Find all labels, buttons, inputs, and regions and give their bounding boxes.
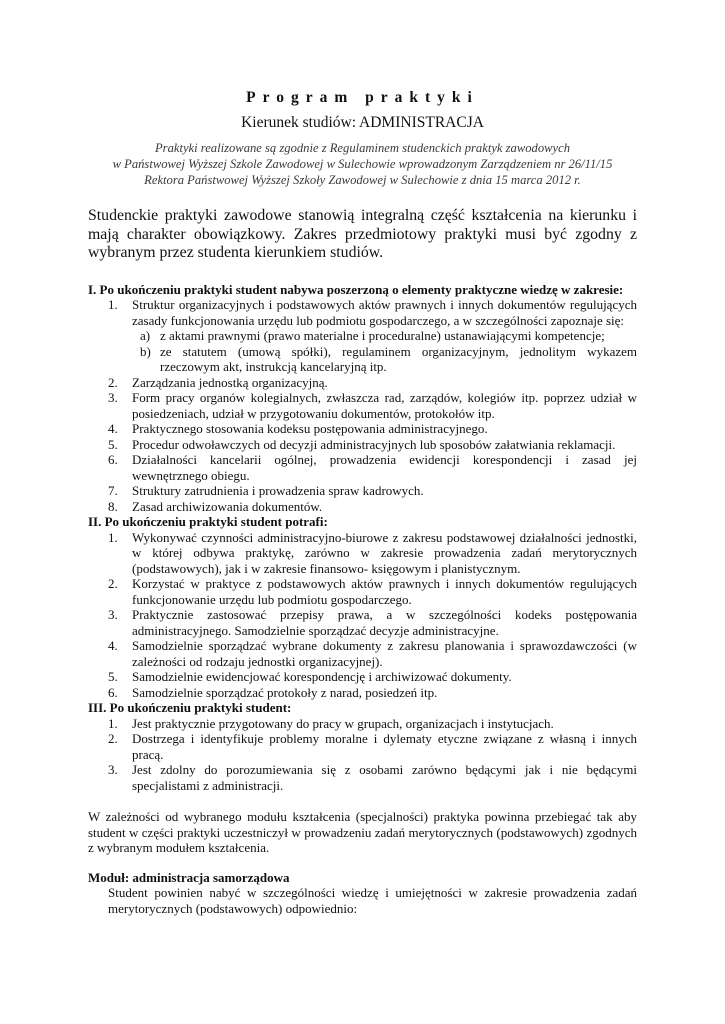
list-item-number: 4.: [108, 421, 118, 436]
regulation-line: Rektora Państwowej Wyższej Szkoły Zawodowej w Sulechowie z dnia 15 marca 2012 r.: [144, 173, 581, 187]
sublist-item-text: z aktami prawnymi (prawo materialne i proceduralne) ustanawiającymi kompetencje;: [160, 328, 605, 343]
list-item-text: Zasad archiwizowania dokumentów.: [132, 498, 323, 514]
list-item-text: Samodzielnie sporządzać protokoły z narad, posiedzeń itp.: [132, 684, 438, 700]
list-item-text: Praktycznie zastosować przepisy prawa, a w szczególności kodeks postępowania administracyjnego. Samodzielnie sporządzać decyzje administracyjne.: [132, 607, 637, 638]
list-item-text: Korzystać w praktyce z podstawowych aktów prawnych i innych dokumentów regulujących funkcjonowanie urzędu lub podmiotu gospodarczego.: [132, 576, 637, 607]
section-2-heading: II. Po ukończeniu praktyki student potrafi:: [88, 514, 328, 529]
list-item: [88, 530, 637, 577]
section-1-sublist: [132, 328, 637, 375]
intro-paragraph: Studenckie praktyki zawodowe stanowią integralną część kształcenia na kierunku i mają charakter obowiązkowy. Zakres przedmiotowy praktyki musi być zgodny z wybranym przez studenta kierunkiem studiów.: [88, 207, 637, 261]
list-item-text: Struktur organizacyjnych i podstawowych aktów prawnych i innych dokumentów regulujących zasady funkcjonowania urzędu lub podmiotu gospodarczego, a w szczególności zapoznaje się:: [132, 297, 637, 328]
list-item-number: 1.: [108, 715, 118, 731]
list-item: [88, 576, 637, 607]
list-item-text: Form pracy organów kolegialnych, zwłaszcza rad, zarządów, kolegiów itp. poprzez udział w posiedzeniach, udział w przygotowaniu dokumentów, protokołów itp.: [132, 390, 637, 421]
list-item: [88, 483, 637, 499]
subtitle-field: ADMINISTRACJA: [359, 114, 484, 131]
list-item: [88, 297, 637, 375]
list-item-text: Wykonywać czynności administracyjno-biurowe z zakresu podstawowej działalności jednostki, w której odbywa praktykę, zarówno w zakresie prowadzenia zadań merytorycznych (podstawowych), jak i w zakresie finansowo- księgowym i planistycznym.: [132, 529, 637, 576]
subtitle-prefix: Kierunek studiów:: [241, 114, 357, 131]
regulation-line: Praktyki realizowane są zgodnie z Regulaminem studenckich praktyk zawodowych: [154, 141, 571, 155]
list-item-text: Jest praktycznie przygotowany do pracy w grupach, organizacjach i instytucjach.: [132, 715, 554, 731]
module-text: Student powinien nabyć w szczególności wiedzę i umiejętności w zakresie prowadzenia zadań merytorycznych (podstawowych) odpowiednio:: [108, 885, 637, 916]
list-item-text: Działalności kancelarii ogólnej, prowadzenia ewidencji korespondencji i zasad jej wewnętrznego obiegu.: [132, 452, 637, 483]
list-item-number: 6.: [108, 452, 118, 467]
section-1-heading: I. Po ukończeniu praktyki student nabywa poszerzoną o elementy praktyczne wiedzę w zakresie:: [88, 281, 624, 297]
list-item: [88, 375, 637, 391]
list-item-text: Dostrzega i identyfikuje problemy moralne i dylematy etyczne związane z własną i innych pracą.: [132, 731, 637, 762]
document-title: Program praktyki: [246, 89, 479, 106]
list-item-number: 2.: [108, 731, 118, 746]
section-1-list: [88, 297, 637, 514]
list-item-number: 3.: [108, 762, 118, 777]
list-item-text: Praktycznego stosowania kodeksu postępowania administracyjnego.: [132, 421, 488, 436]
list-item: [88, 731, 637, 762]
list-item-number: 5.: [108, 669, 118, 684]
regulation-note: [88, 140, 637, 188]
document-subtitle: [88, 114, 637, 132]
specialization-note: W zależności od wybranego modułu kształcenia (specjalności) praktyka powinna przebiegać tak aby student w części praktyki uczestniczył w prowadzeniu zadań merytorycznych (podstawowych) zgodnych z wybranym modułem kształcenia.: [88, 809, 637, 855]
list-item-text: Jest zdolny do porozumiewania się z osobami zarówno będącymi jak i nie będącymi specjalistami z administracji.: [132, 762, 637, 793]
section-2-list: [88, 530, 637, 701]
list-item: [88, 685, 637, 701]
list-item-text: Samodzielnie ewidencjować korespondencję i archiwizować dokumenty.: [132, 669, 512, 684]
sublist-item-text: ze statutem (umową spółki), regulaminem organizacyjnym, jednolitym wykazem rzeczowym akt, instrukcją kancelaryjną itp.: [160, 343, 637, 374]
section-3-heading: III. Po ukończeniu praktyki student:: [88, 700, 292, 715]
list-item: [88, 437, 637, 453]
sublist-item-letter: a): [140, 328, 151, 343]
list-item-text: Zarządzania jednostką organizacyjną.: [132, 374, 328, 390]
list-item-number: 2.: [108, 374, 118, 390]
list-item-number: 2.: [108, 576, 118, 591]
list-item-number: 3.: [108, 390, 118, 405]
list-item-number: 8.: [108, 498, 118, 514]
list-item-number: 3.: [108, 607, 118, 622]
sublist-item: [132, 344, 637, 375]
sublist-item: [132, 328, 637, 344]
list-item-text: Struktury zatrudnienia i prowadzenia spraw kadrowych.: [132, 483, 424, 498]
list-item-text: Procedur odwoławczych od decyzji administracyjnych lub sposobów załatwiania reklamacji.: [132, 436, 616, 452]
list-item-text: Samodzielnie sporządzać wybrane dokumenty z zakresu planowania i sprawozdawczości (w zależności od rodzaju jednostki organizacyjnej).: [132, 638, 637, 669]
list-item: [88, 607, 637, 638]
list-item: [88, 390, 637, 421]
list-item: [88, 499, 637, 515]
list-item: [88, 669, 637, 685]
sublist-item-letter: b): [140, 343, 151, 359]
module-heading: Moduł: administracja samorządowa: [88, 869, 290, 885]
list-item-number: 1.: [108, 529, 118, 545]
list-item-number: 5.: [108, 436, 118, 452]
list-item: [88, 638, 637, 669]
list-item: [88, 716, 637, 732]
list-item-number: 6.: [108, 684, 118, 700]
list-item: [88, 762, 637, 793]
list-item-number: 1.: [108, 297, 118, 312]
list-item-number: 4.: [108, 638, 118, 653]
list-item: [88, 452, 637, 483]
section-3-list: [88, 716, 637, 794]
list-item-number: 7.: [108, 483, 118, 498]
list-item: [88, 421, 637, 437]
regulation-line: w Państwowej Wyższej Szkole Zawodowej w Sulechowie wprowadzonym Zarządzeniem nr 26/11/15: [112, 157, 613, 171]
